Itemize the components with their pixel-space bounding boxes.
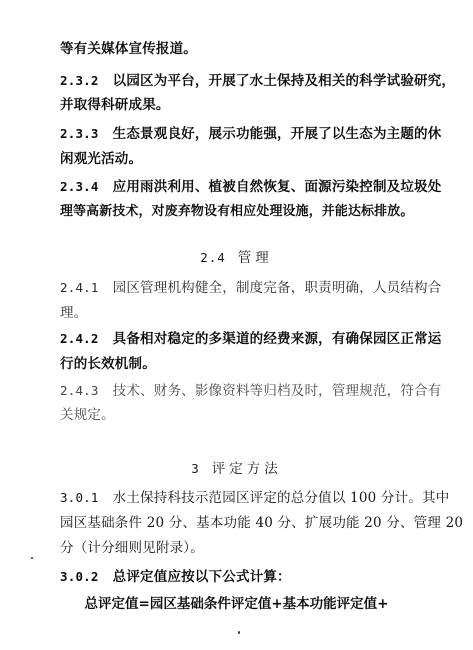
clause-3-0-2 <box>60 569 291 585</box>
clause-text: 生态景观良好，展示功能强，开展了以生态为主题的休 <box>112 126 442 142</box>
clause-2-3-3 <box>60 126 441 142</box>
clause-text: 园区管理机构健全，制度完备，职责明确，人员结构合 <box>112 280 442 296</box>
clause-number: 3.0.2 <box>60 569 99 584</box>
heading-title: 评定方法 <box>211 461 282 477</box>
heading-title: 管理 <box>237 250 273 266</box>
text-line: 并取得科研成果。 <box>60 97 170 113</box>
clause-number: 2.4.1 <box>60 280 99 295</box>
section-heading-2-4 <box>0 250 473 266</box>
text-line: 等有关媒体宣传报道。 <box>60 41 197 57</box>
scan-speck <box>31 557 33 559</box>
text-line: 分（计分细则见附录）。 <box>60 540 204 556</box>
text-line: 理等高新技术，对废弃物设有相应处理设施，并能达标排放。 <box>60 204 414 219</box>
heading-number: 2.4 <box>200 250 226 265</box>
clause-number: 2.4.2 <box>60 331 99 346</box>
clause-text: 具备相对稳定的多渠道的经费来源，有确保园区正常运 <box>112 331 442 347</box>
formula-line: 总评定值=园区基础条件评定值+基本功能评定值+ <box>84 596 389 612</box>
clause-2-4-1 <box>60 280 441 296</box>
text-line: 闲观光活动。 <box>60 151 143 167</box>
clause-number: 2.3.3 <box>60 126 99 141</box>
text-line: 关规定。 <box>60 407 115 423</box>
text-line: 行的长效机制。 <box>60 356 156 372</box>
clause-number: 2.3.2 <box>60 73 99 88</box>
clause-2-4-2 <box>60 331 441 347</box>
clause-text: 水土保持科技示范园区评定的总分值以 100 分计。其中 <box>112 490 450 506</box>
text-line: 园区基础条件 20 分、基本功能 40 分、扩展功能 20 分、管理 20 <box>60 515 464 531</box>
clause-text: 应用雨洪利用、植被自然恢复、面源污染控制及垃圾处 <box>112 179 442 195</box>
scan-speck <box>238 631 240 634</box>
clause-3-0-1 <box>60 490 449 506</box>
clause-2-3-2 <box>60 73 455 89</box>
section-heading-3 <box>0 461 473 477</box>
clause-number: 3.0.1 <box>60 490 99 505</box>
clause-2-3-4 <box>60 179 441 195</box>
clause-text: 技术、财务、影像资料等归档及时，管理规范，符合有 <box>112 383 442 399</box>
clause-number: 2.3.4 <box>60 179 99 194</box>
heading-number: 3 <box>191 461 200 476</box>
clause-text: 以园区为平台，开展了水土保持及相关的科学试验研究， <box>112 73 456 89</box>
clause-2-4-3 <box>60 383 441 399</box>
clause-text: 总评定值应按以下公式计算： <box>112 569 291 585</box>
text-line: 理。 <box>60 305 88 321</box>
clause-number: 2.4.3 <box>60 383 99 398</box>
